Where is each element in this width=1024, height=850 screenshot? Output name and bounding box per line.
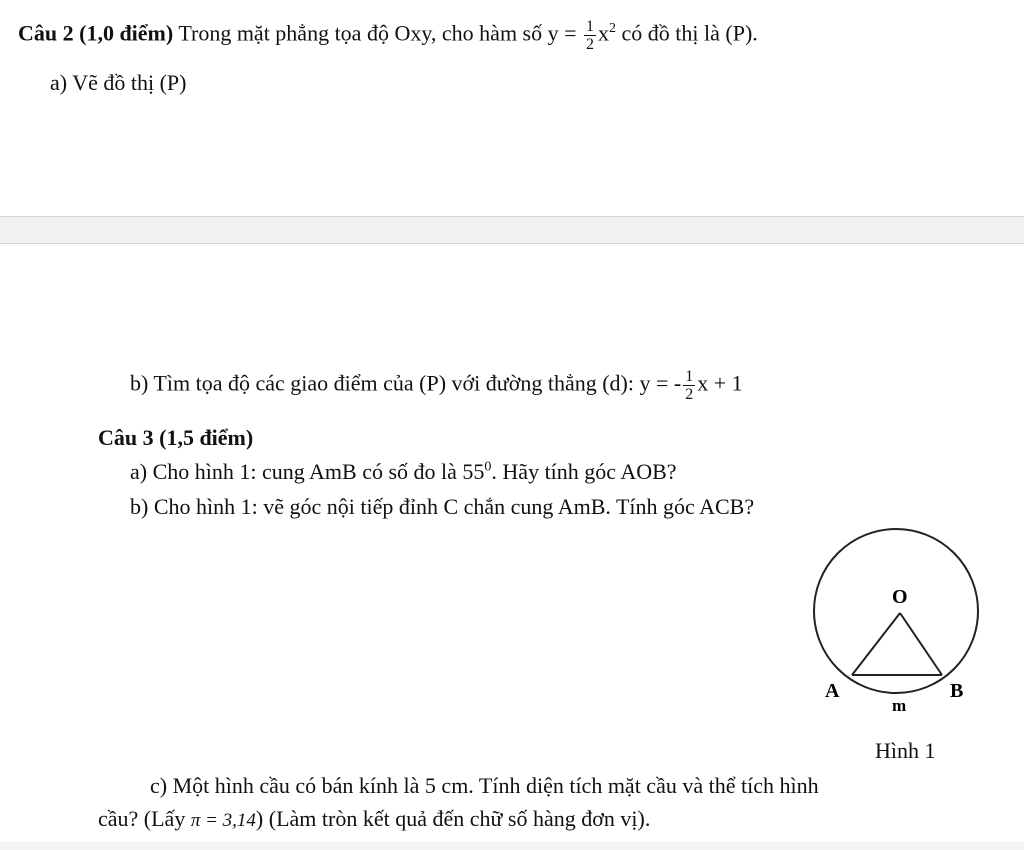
function-lhs: y =: [547, 20, 577, 46]
bottom-edge: [0, 842, 1024, 850]
question-3a-tail: . Hãy tính góc AOB?: [491, 459, 677, 484]
label-B: B: [950, 680, 964, 702]
question-2-heading: Câu 2 (1,0 điểm): [18, 20, 174, 46]
question-3b: b) Cho hình 1: vẽ góc nội tiếp đỉnh C chắn cung AmB. Tính góc ACB?: [130, 494, 755, 519]
question-3-heading: Câu 3 (1,5 điểm): [98, 425, 254, 450]
question-3c-text-a: cầu? (Lấy: [98, 806, 186, 831]
question-3a-text: a) Cho hình 1: cung AmB có số đo là: [130, 459, 457, 484]
function-fraction: [584, 18, 596, 53]
question-3c-line2: [98, 806, 650, 834]
label-O: O: [892, 586, 908, 608]
page-break: [0, 216, 1024, 244]
arc-degree-sup: 0: [484, 459, 492, 475]
label-m: m: [892, 696, 907, 715]
line-lhs: y = -: [639, 370, 682, 396]
figure-caption: Hình 1: [875, 738, 936, 763]
question-3c-line1: c) Một hình cầu có bán kính là 5 cm. Tính diện tích mặt cầu và thể tích hình: [150, 773, 819, 798]
question-2a: a) Vẽ đồ thị (P): [50, 70, 187, 95]
line-fraction-denominator: 2: [685, 386, 694, 403]
arc-degree: 55: [462, 459, 485, 484]
segment-OB: [900, 613, 942, 675]
fraction-numerator: 1: [586, 18, 595, 35]
line-fraction-numerator: 1: [685, 368, 694, 385]
label-A: A: [825, 680, 840, 702]
pi-value: π = 3,14: [190, 810, 256, 831]
function-variable: x: [598, 20, 610, 46]
question-2b-line: [130, 368, 743, 403]
segment-OA: [852, 613, 900, 675]
line-fraction: [683, 368, 695, 403]
question-3c-text-b: ) (Làm tròn kết quả đến chữ số hàng đơn vị).: [255, 806, 651, 831]
fraction-denominator: 2: [586, 36, 595, 53]
function-exponent: 2: [609, 21, 617, 37]
question-2b-prefix: b) Tìm tọa độ các giao điểm của (P) với đường thẳng (d):: [130, 370, 634, 396]
figure-1-diagram: [800, 525, 1000, 725]
function-tail: có đồ thị là (P).: [621, 20, 758, 46]
circle: [814, 529, 978, 693]
question-2-intro: Trong mặt phẳng tọa độ Oxy, cho hàm số: [178, 20, 543, 46]
question-2-line: [18, 18, 758, 53]
line-tail: x + 1: [697, 370, 743, 396]
question-3a-line: [130, 459, 677, 485]
